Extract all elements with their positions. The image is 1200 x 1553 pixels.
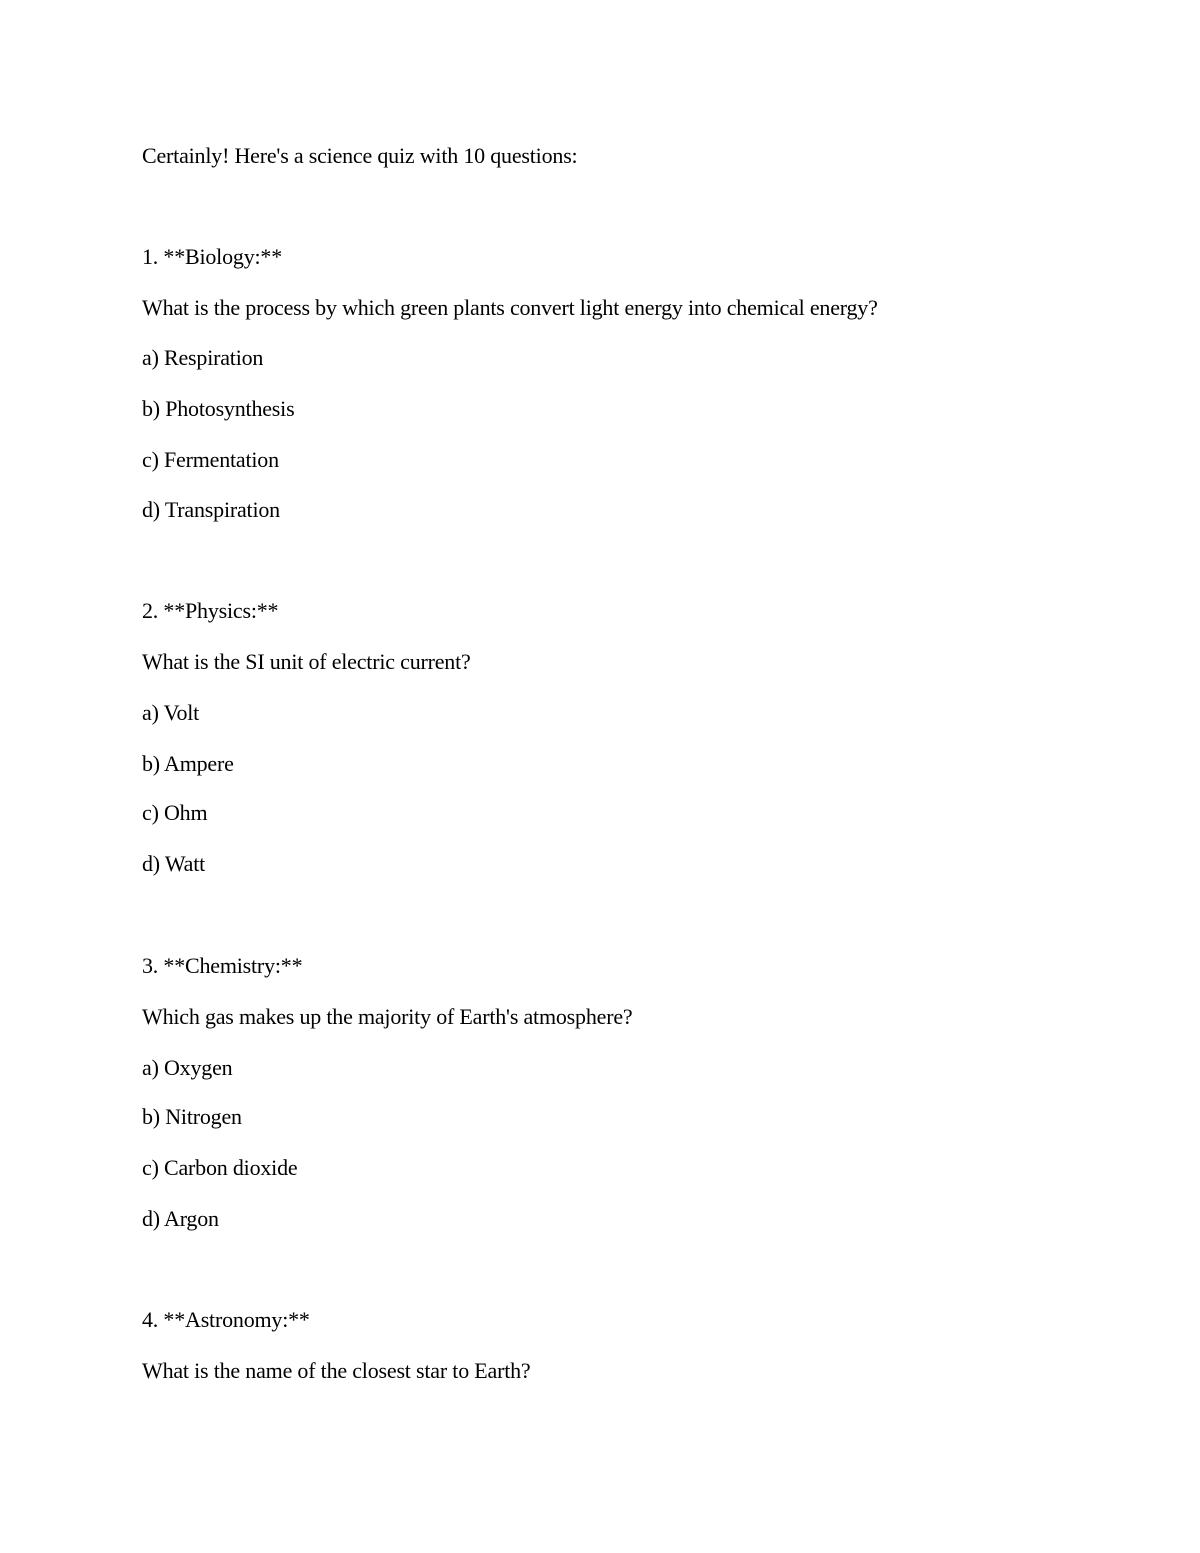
question-2-option-d: d) Watt bbox=[142, 851, 206, 876]
question-1-option-c: c) Fermentation bbox=[142, 447, 279, 472]
question-1-option-b: b) Photosynthesis bbox=[142, 396, 295, 421]
question-2-option-c: c) Ohm bbox=[142, 800, 208, 825]
question-4-text: What is the name of the closest star to Earth? bbox=[142, 1358, 531, 1383]
question-3-option-c: c) Carbon dioxide bbox=[142, 1155, 298, 1180]
question-3-text: Which gas makes up the majority of Earth's atmosphere? bbox=[142, 1004, 633, 1029]
question-3-option-a: a) Oxygen bbox=[142, 1055, 233, 1080]
question-2-text: What is the SI unit of electric current? bbox=[142, 649, 471, 674]
question-3-option-b: b) Nitrogen bbox=[142, 1104, 242, 1129]
question-1-text: What is the process by which green plants convert light energy into chemical energy? bbox=[142, 295, 878, 320]
question-3-option-d: d) Argon bbox=[142, 1206, 219, 1231]
question-2-option-b: b) Ampere bbox=[142, 751, 234, 776]
intro-text: Certainly! Here's a science quiz with 10 questions: bbox=[142, 143, 578, 168]
question-2-option-a: a) Volt bbox=[142, 700, 200, 725]
question-1-option-d: d) Transpiration bbox=[142, 497, 280, 522]
question-1-heading: 1. **Biology:** bbox=[142, 244, 283, 269]
question-4-heading: 4. **Astronomy:** bbox=[142, 1307, 310, 1332]
question-2-heading: 2. **Physics:** bbox=[142, 598, 279, 623]
question-3-heading: 3. **Chemistry:** bbox=[142, 953, 303, 978]
question-1-option-a: a) Respiration bbox=[142, 345, 264, 370]
